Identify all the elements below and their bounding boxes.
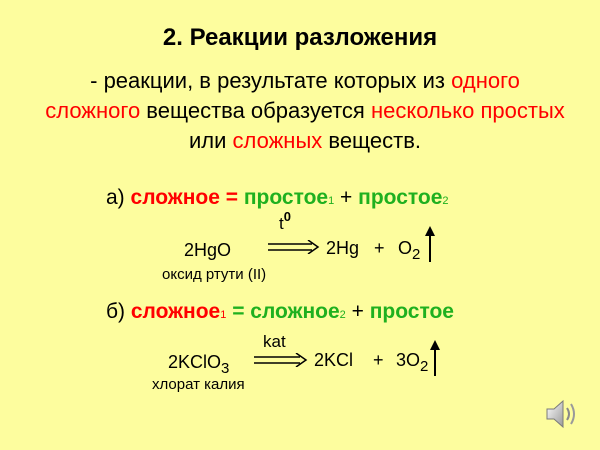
rule-subscript: 2 — [339, 309, 346, 321]
rule-prefix: б) — [106, 300, 131, 323]
rule-complex: сложное — [130, 186, 220, 209]
rule-b — [106, 300, 454, 324]
rule-complex: сложное — [250, 300, 340, 323]
rule-a — [106, 186, 449, 210]
reaction-b-reactant — [168, 352, 230, 377]
reaction-a-product1: 2Hg — [326, 238, 360, 258]
reaction-a-reactant: 2HgO — [184, 240, 232, 260]
reaction-b-plus: + — [373, 350, 384, 370]
rule-simple: простое — [358, 186, 443, 209]
product-formula: 3O — [396, 350, 421, 370]
slide-title: 2. Реакции разложения — [162, 24, 438, 51]
reaction-a-product2 — [398, 238, 421, 263]
up-arrow-icon — [429, 340, 441, 376]
rule-subscript: 2 — [442, 195, 449, 207]
product-subscript: 2 — [412, 246, 421, 263]
reaction-a-name: оксид ртути (II) — [162, 266, 267, 283]
definition-highlight: одного сложного — [45, 68, 520, 123]
reaction-a-plus: + — [374, 238, 385, 258]
product-subscript: 2 — [420, 358, 429, 375]
reaction-b-condition: kat — [263, 332, 286, 351]
product-formula: O — [398, 238, 413, 258]
condition-text: t — [279, 214, 284, 233]
rule-subscript: 1 — [220, 309, 227, 321]
rule-equals: = — [226, 300, 251, 323]
rule-plus: + — [345, 300, 370, 323]
reaction-a-condition — [279, 209, 291, 234]
reaction-b-product2 — [396, 350, 429, 375]
definition-part: веществ. — [322, 128, 422, 153]
rule-simple: простое — [369, 300, 454, 323]
rule-equals: = — [219, 186, 244, 209]
definition-part: вещества образуется — [140, 98, 371, 123]
rule-prefix: а) — [106, 186, 131, 209]
condition-superscript: 0 — [283, 209, 291, 224]
rule-complex: сложное — [130, 300, 221, 323]
rule-subscript: 1 — [328, 195, 335, 207]
reaction-b-name: хлорат калия — [152, 376, 245, 393]
reactant-formula: 2KClO — [168, 352, 222, 372]
rule-plus: + — [334, 186, 359, 209]
reactant-subscript: 3 — [221, 360, 230, 377]
definition-text — [40, 66, 570, 156]
reaction-b-product1: 2KCl — [314, 350, 354, 370]
reaction-b-arrow — [254, 353, 308, 367]
definition-highlight: несколько простых — [370, 98, 565, 123]
definition-highlight: сложных — [232, 128, 323, 153]
speaker-icon[interactable] — [544, 396, 580, 432]
definition-part: - реакции, в результате которых из — [90, 68, 452, 93]
definition-part: или — [188, 128, 233, 153]
reaction-a-arrow — [268, 240, 320, 254]
rule-simple: простое — [243, 186, 329, 209]
up-arrow-icon — [424, 226, 436, 262]
